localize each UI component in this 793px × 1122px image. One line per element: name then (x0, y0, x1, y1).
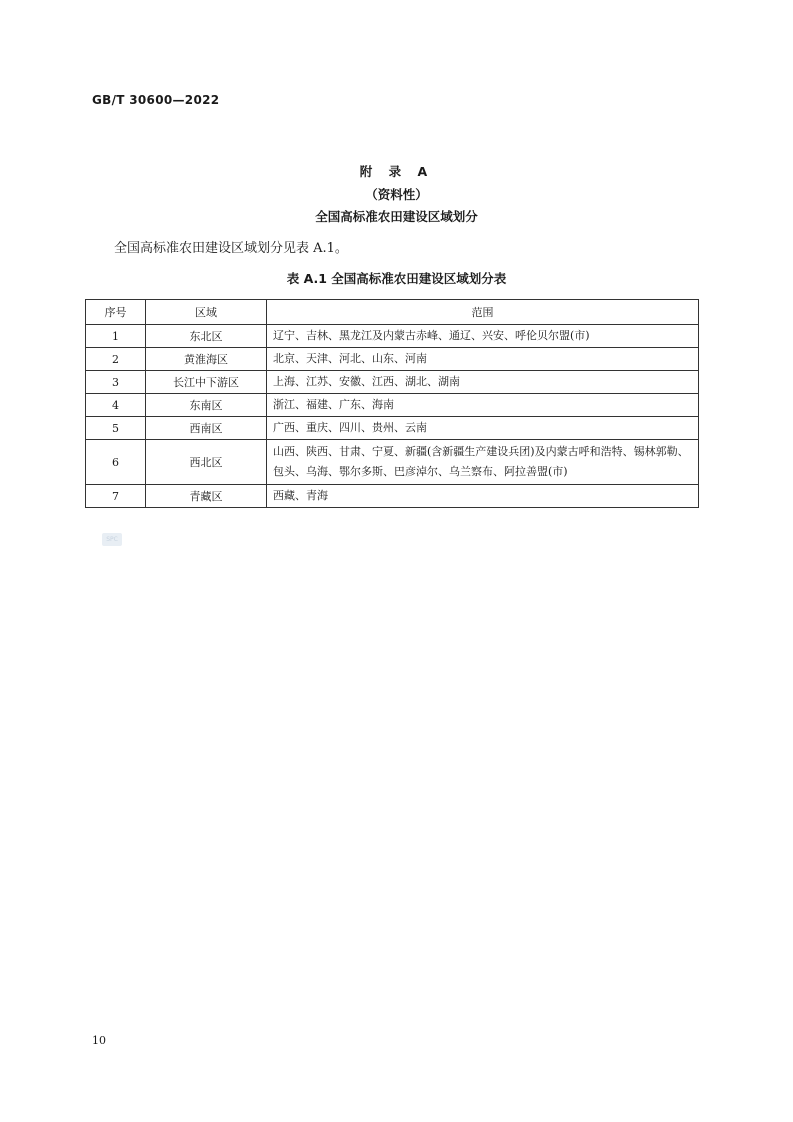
intro-paragraph: 全国高标准农田建设区域划分见表 A.1。 (114, 241, 348, 256)
row-no: 1 (86, 325, 146, 348)
standard-number-header: GB/T 30600—2022 (92, 93, 220, 107)
table-row (86, 348, 699, 371)
row-no: 3 (86, 371, 146, 394)
row-range: 上海、江苏、安徽、江西、湖北、湖南 (267, 371, 699, 394)
page-number: 10 (92, 1034, 106, 1047)
row-region: 西北区 (146, 440, 267, 485)
row-region: 黄淮海区 (146, 348, 267, 371)
table-row (86, 394, 699, 417)
row-no: 2 (86, 348, 146, 371)
table-caption: 表 A.1 全国高标准农田建设区域划分表 (286, 271, 507, 286)
table-row (86, 485, 699, 508)
row-region: 东南区 (146, 394, 267, 417)
header-no: 序号 (86, 300, 146, 325)
row-no: 6 (86, 440, 146, 485)
table-row (86, 325, 699, 348)
row-region: 长江中下游区 (146, 371, 267, 394)
row-region: 西南区 (146, 417, 267, 440)
watermark-text: SPC (106, 536, 118, 543)
row-range: 浙江、福建、广东、海南 (267, 394, 699, 417)
table-row (86, 371, 699, 394)
appendix-label: 附 录 A (359, 164, 434, 179)
appendix-title: 全国高标准农田建设区域划分 (315, 209, 478, 224)
row-no: 7 (86, 485, 146, 508)
header-region: 区域 (146, 300, 267, 325)
region-division-table (85, 299, 699, 508)
row-region: 青藏区 (146, 485, 267, 508)
watermark-logo (102, 533, 122, 546)
table-header-row (86, 300, 699, 325)
table-row (86, 440, 699, 485)
row-range: 北京、天津、河北、山东、河南 (267, 348, 699, 371)
row-no: 5 (86, 417, 146, 440)
appendix-nature: （资料性） (365, 187, 428, 202)
row-range: 山西、陕西、甘肃、宁夏、新疆(含新疆生产建设兵团)及内蒙古呼和浩特、锡林郭勒、包头、乌海、鄂尔多斯、巴彦淖尔、乌兰察布、阿拉善盟(市) (267, 440, 699, 485)
row-range: 西藏、青海 (267, 485, 699, 508)
row-no: 4 (86, 394, 146, 417)
table-row (86, 417, 699, 440)
row-range: 广西、重庆、四川、贵州、云南 (267, 417, 699, 440)
header-range: 范围 (267, 300, 699, 325)
row-region: 东北区 (146, 325, 267, 348)
row-range: 辽宁、吉林、黑龙江及内蒙古赤峰、通辽、兴安、呼伦贝尔盟(市) (267, 325, 699, 348)
